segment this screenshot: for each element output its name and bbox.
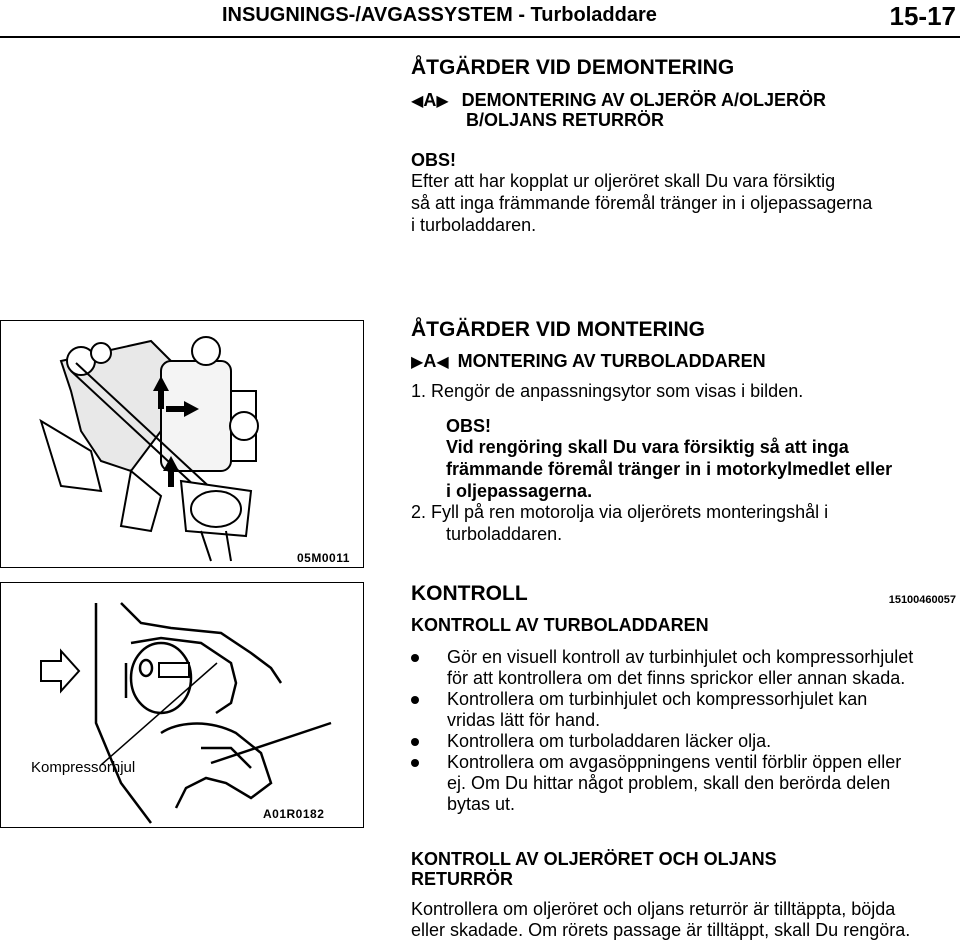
page-number: 15-17 <box>889 1 956 31</box>
compressor-drawing <box>1 583 363 827</box>
obs-text-line3: i turboladdaren. <box>411 215 537 235</box>
triangle-right-icon: ▶ <box>411 354 424 371</box>
montering-heading: ÅTGÄRDER VID MONTERING <box>411 318 705 341</box>
instruction-item-1: 1. Rengör de anpassningsytor som visas i bilden. <box>411 381 804 401</box>
kontroll-subheading: KONTROLL AV TURBOLADDAREN <box>411 615 709 635</box>
bullet-icon <box>411 759 419 767</box>
bullet-icon <box>411 738 419 746</box>
list-item: Kontrollera om turboladdaren läcker olja. <box>411 731 956 752</box>
compressor-figure <box>0 582 364 828</box>
obs-text-line2: så att inga främmande föremål tränger in i oljepassagerna <box>411 193 873 213</box>
montering-step <box>411 351 766 372</box>
step-marker: A <box>423 90 437 110</box>
step-title-line1: DEMONTERING AV OLJERÖR A/OLJERÖR <box>461 90 826 110</box>
list-item: Kontrollera om avgasöppningens ventil förblir öppen eller ej. Om Du hittar något problem, skall den berörda delen bytas ut. <box>411 752 956 815</box>
list-item: Gör en visuell kontroll av turbinhjulet och kompressorhjulet för att kontrollera om det finns sprickor eller annan skada. <box>411 647 956 689</box>
obs-text-line3: i oljepassagerna. <box>446 481 593 501</box>
document-number: 15100460057 <box>888 594 956 606</box>
step-title-line2: B/OLJANS RETURRÖR <box>466 110 665 130</box>
instruction-item-2-line2: turboladdaren. <box>446 524 563 544</box>
obs-text-line2: främmande föremål tränger in i motorkylmedlet eller <box>446 459 893 479</box>
kontroll-heading: KONTROLL <box>411 582 528 605</box>
bullet-icon <box>411 696 419 704</box>
oljeror-text-line1: Kontrollera om oljeröret och oljans returrör är tilltäppta, böjda <box>411 899 896 919</box>
kontroll-bullet-list <box>411 647 956 815</box>
bullet-icon <box>411 654 419 662</box>
figure-code-2: A01R0182 <box>263 807 325 821</box>
figure-code-1: 05M0011 <box>297 551 350 565</box>
list-item: Kontrollera om turbinhjulet och kompressorhjulet kan vridas lätt för hand. <box>411 689 956 731</box>
turbocharger-figure <box>0 320 364 568</box>
demontering-heading: ÅTGÄRDER VID DEMONTERING <box>411 56 735 79</box>
callout-label: Kompressorhjul <box>31 759 136 776</box>
header-rule <box>0 36 960 38</box>
triangle-right-icon: ▶ <box>436 93 449 110</box>
step-marker: A <box>423 351 437 371</box>
oljeror-heading-line1: KONTROLL AV OLJERÖRET OCH OLJANS <box>411 849 777 869</box>
page-header-title: INSUGNINGS-/AVGASSYSTEM - Turboladdare <box>222 4 657 26</box>
obs-text-line1: Efter att har kopplat ur oljeröret skall Du vara försiktig <box>411 171 836 191</box>
instruction-item-2-line1: 2. Fyll på ren motorolja via oljerörets monteringshål i <box>411 502 829 522</box>
triangle-left-icon: ◀ <box>436 354 449 371</box>
obs-label: OBS! <box>411 150 456 170</box>
step-title: MONTERING AV TURBOLADDAREN <box>457 351 766 371</box>
obs-label: OBS! <box>446 416 491 436</box>
triangle-left-icon: ◀ <box>411 93 424 110</box>
oljeror-heading-line2: RETURRÖR <box>411 869 513 889</box>
oljeror-text-line2: eller skadade. Om rörets passage är tilltäppt, skall Du rengöra. <box>411 920 911 940</box>
obs-text-line1: Vid rengöring skall Du vara försiktig så att inga <box>446 437 849 457</box>
turbocharger-drawing <box>1 321 363 567</box>
demontering-step-line1 <box>411 90 826 111</box>
